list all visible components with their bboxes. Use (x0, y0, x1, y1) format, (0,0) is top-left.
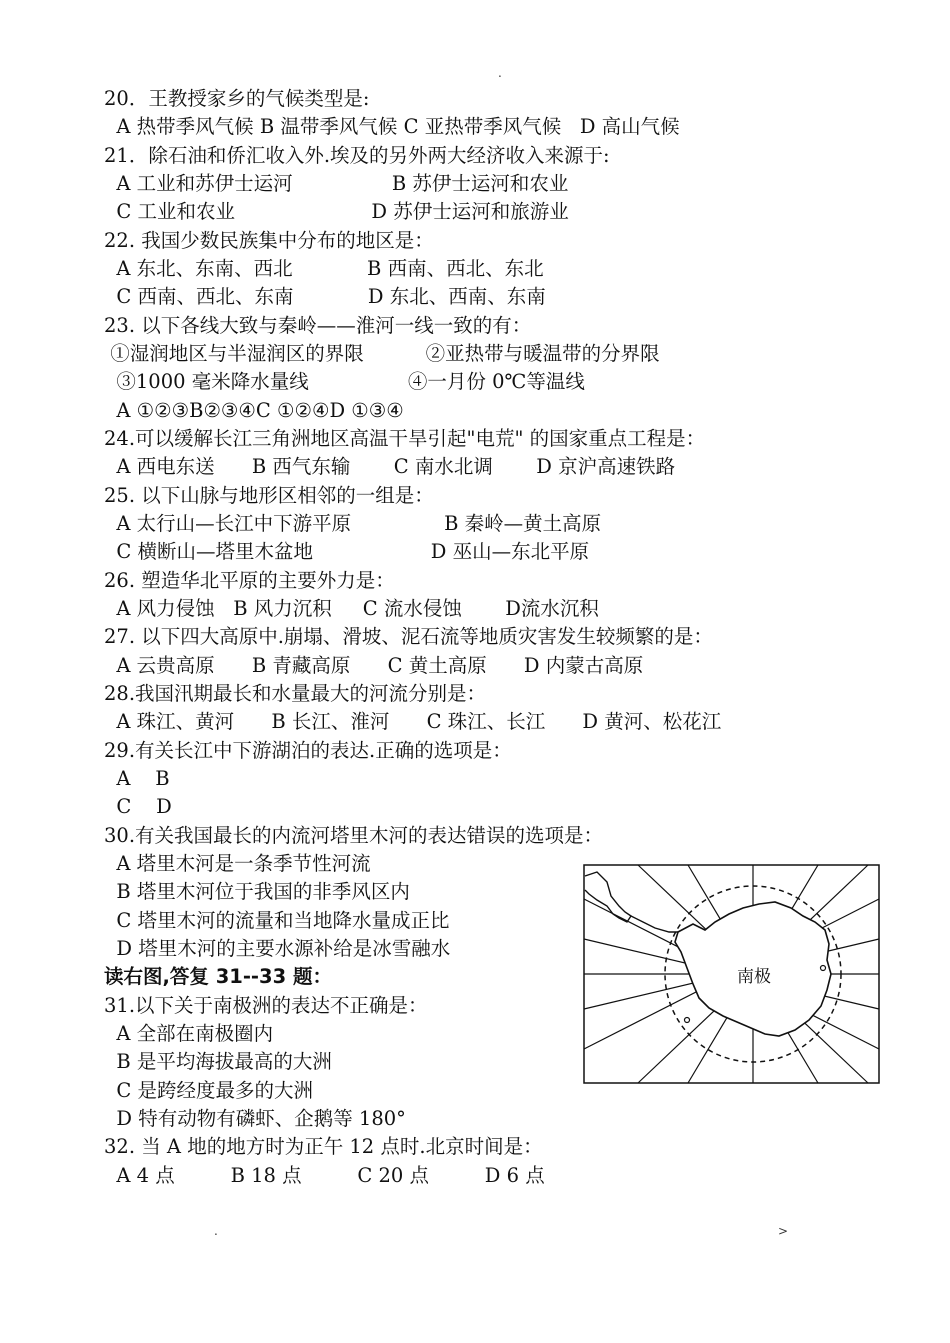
options-25-ab: A 太行山—长江中下游平原 B 秦岭—黄土高原 (104, 512, 602, 535)
bottom-right-mark: > (778, 1224, 789, 1238)
options-23: A ①②③B②③④C ①②④D ①③④ (104, 399, 404, 422)
question-28: 28.我国汛期最长和水量最大的河流分别是： (104, 682, 487, 705)
options-21-cd: C 工业和农业 D 苏伊士运河和旅游业 (104, 200, 569, 223)
question-29: 29.有关长江中下游湖泊的表达.正确的选项是： (104, 739, 512, 762)
option-30-c: C 塔里木河的流量和当地降水量成正比 (104, 909, 450, 932)
question-22: 22. 我国少数民族集中分布的地区是： (104, 229, 434, 252)
question-31: 31.以下关于南极洲的表达不正确是： (104, 994, 428, 1017)
figure-instruction: 读右图,答复 31--33 题： (104, 965, 332, 988)
statements-23-34: ③1000 毫米降水量线 ④一月份 0℃等温线 (104, 370, 585, 393)
question-23: 23. 以下各线大致与秦岭——淮河一线一致的有： (104, 314, 532, 337)
question-32: 32. 当 A 地的地方时为正午 12 点时.北京时间是： (104, 1135, 543, 1158)
question-25: 25. 以下山脉与地形区相邻的一组是： (104, 484, 434, 507)
statements-23-12: ①湿润地区与半湿润区的界限 ②亚热带与暖温带的分界限 (104, 342, 660, 365)
bottom-left-dot: . (214, 1224, 218, 1238)
options-32: A 4 点 B 18 点 C 20 点 D 6 点 (104, 1164, 545, 1187)
options-22-cd: C 西南、西北、东南 D 东北、西南、东南 (104, 285, 546, 308)
option-30-b: B 塔里木河位于我国的非季风区内 (104, 880, 410, 903)
question-20: 20．王教授家乡的气候类型是: (104, 87, 370, 110)
options-26: A 风力侵蚀 B 风力沉积 C 流水侵蚀 D流水沉积 (104, 597, 599, 620)
question-27: 27. 以下四大高原中.崩塌、滑坡、泥石流等地质灾害发生较频繁的是： (104, 625, 713, 648)
option-31-a: A 全部在南极圈内 (104, 1022, 274, 1045)
south-pole-label: 南极 (737, 967, 771, 987)
options-29-cd: C D (104, 795, 172, 818)
options-27: A 云贵高原 B 青藏高原 C 黄土高原 D 内蒙古高原 (104, 654, 644, 677)
options-29-ab: A B (104, 767, 170, 790)
option-31-d: D 特有动物有磷虾、企鹅等 180° (104, 1107, 406, 1130)
options-21-ab: A 工业和苏伊士运河 B 苏伊士运河和农业 (104, 172, 569, 195)
antarctica-map-figure (583, 864, 880, 1084)
question-30: 30.有关我国最长的内流河塔里木河的表达错误的选项是： (104, 824, 604, 847)
option-31-b: B 是平均海拔最高的大洲 (104, 1050, 332, 1073)
option-30-a: A 塔里木河是一条季节性河流 (104, 852, 371, 875)
question-26: 26. 塑造华北平原的主要外力是： (104, 569, 395, 592)
options-25-cd: C 横断山—塔里木盆地 D 巫山—东北平原 (104, 540, 590, 563)
options-24: A 西电东送 B 西气东输 C 南水北调 D 京沪高速铁路 (104, 455, 676, 478)
options-20: A 热带季风气候 B 温带季风气候 C 亚热带季风气候 D 高山气候 (104, 115, 680, 138)
options-22-ab: A 东北、东南、西北 B 西南、西北、东北 (104, 257, 544, 280)
top-dot: . (498, 66, 502, 80)
question-24: 24.可以缓解长江三角洲地区高温干旱引起"电荒" 的国家重点工程是： (104, 427, 706, 450)
option-30-d: D 塔里木河的主要水源补给是冰雪融水 (104, 937, 451, 960)
question-21: 21．除石油和侨汇收入外.埃及的另外两大经济收入来源于: (104, 144, 610, 167)
options-28: A 珠江、黄河 B 长江、淮河 C 珠江、长江 D 黄河、松花江 (104, 710, 722, 733)
option-31-c: C 是跨经度最多的大洲 (104, 1079, 314, 1102)
